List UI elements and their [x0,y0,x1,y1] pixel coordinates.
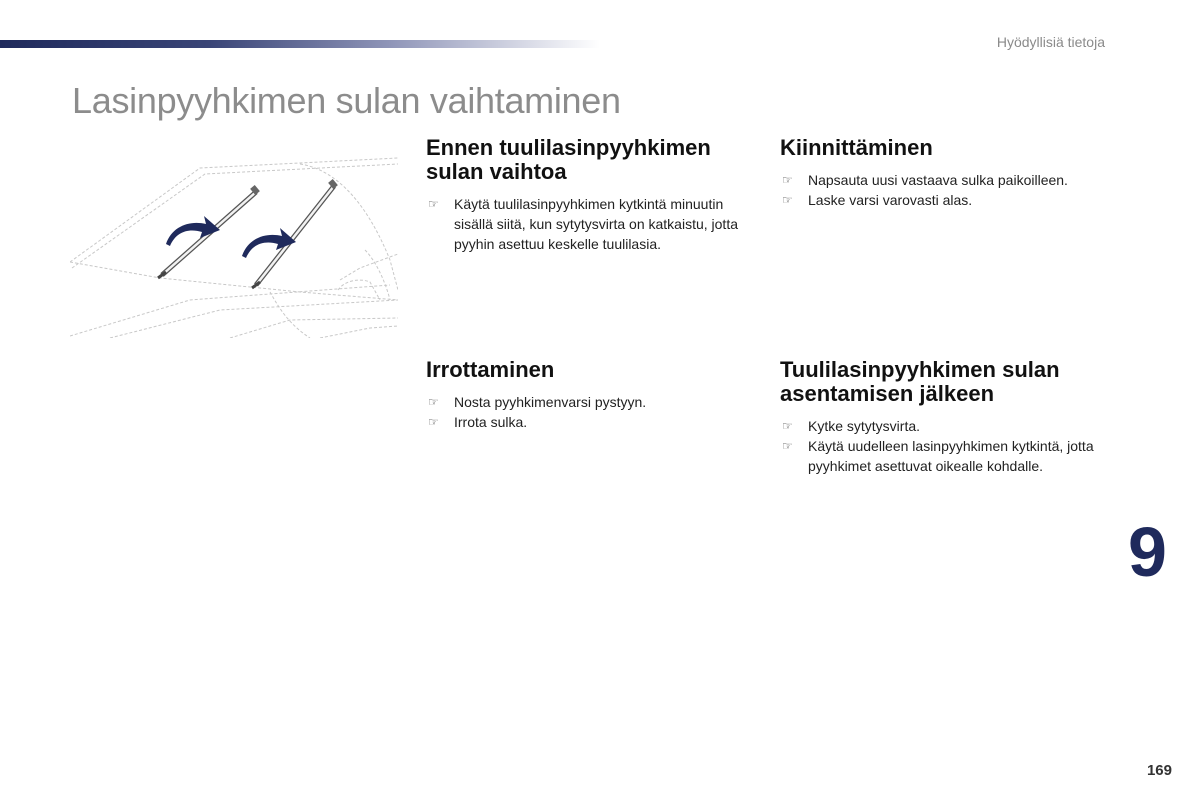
page-title: Lasinpyyhkimen sulan vaihtaminen [72,80,621,121]
chapter-number: 9 [1128,513,1167,591]
section-heading: Ennen tuulilasinpyyhkimen sulan vaihtoa [426,135,711,184]
section-fitting [780,136,1120,210]
list-item-text: Irrota sulka. [454,414,528,430]
list-item-text: Käytä tuulilasinpyyhkimen kytkintä minuutin sisällä siitä, kun sytytysvirta on katkaistu, jotta pyyhin asettuu keskelle tuulilasia. [454,196,738,252]
pointing-hand-icon: ☞ [782,439,793,453]
instruction-list [780,416,1120,476]
section-after-installation [780,358,1120,476]
list-item-text: Kytke sytytysvirta. [808,418,921,434]
instruction-list [426,392,756,432]
section-header: Hyödyllisiä tietoja [996,34,1105,50]
list-item [426,412,756,432]
list-item-text: Nosta pyyhkimenvarsi pystyyn. [454,394,647,410]
list-item [780,436,1120,476]
page-number: 169 [1146,762,1172,779]
section-removal [426,358,756,432]
section-heading: Irrottaminen [426,357,555,382]
header-gradient-bar [0,40,600,48]
wiper-arm-right [252,179,338,288]
pointing-hand-icon: ☞ [428,197,439,211]
pointing-hand-icon: ☞ [428,395,439,409]
list-item [426,392,756,412]
windscreen-wiper-illustration [70,150,398,338]
list-item [780,190,1120,210]
list-item [780,416,1120,436]
pointing-hand-icon: ☞ [782,173,793,187]
section-heading: Tuulilasinpyyhkimen sulan asentamisen jälkeen [780,357,1060,406]
pointing-hand-icon: ☞ [428,415,439,429]
list-item [426,194,756,254]
instruction-list [780,170,1120,210]
list-item-text: Käytä uudelleen lasinpyyhkimen kytkintä, jotta pyyhkimet asettuvat oikealle kohdalle. [808,438,1094,474]
pointing-hand-icon: ☞ [782,193,793,207]
curved-arrow-icon-left [166,216,220,246]
wiper-diagram [70,150,398,338]
section-heading: Kiinnittäminen [780,135,933,160]
curved-arrow-icon-right [242,228,296,258]
section-before-replacement [426,136,756,254]
list-item-text: Napsauta uusi vastaava sulka paikoilleen. [808,172,1068,188]
list-item [780,170,1120,190]
car-outline [70,158,398,338]
instruction-list [426,194,756,254]
pointing-hand-icon: ☞ [782,419,793,433]
list-item-text: Laske varsi varovasti alas. [808,192,973,208]
